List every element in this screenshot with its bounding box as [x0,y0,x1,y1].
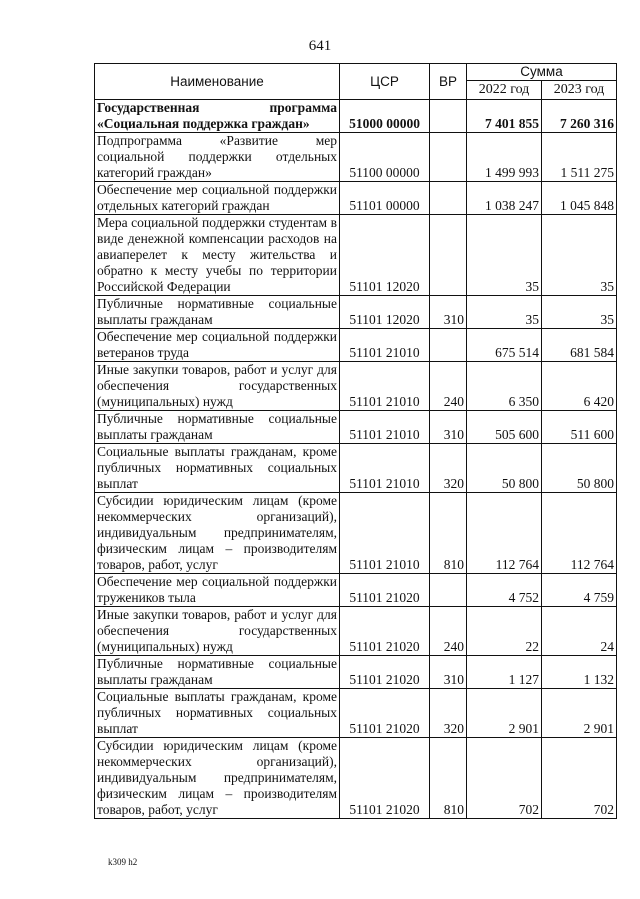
row-csr: 51100 00000 [340,133,430,182]
table-row [95,362,617,411]
row-csr: 51101 21010 [340,411,430,444]
row-vr: 240 [430,607,467,656]
row-name: Подпрограмма «Развитие мер социальной поддержки отдельных категорий граждан» [95,133,340,182]
row-vr [430,574,467,607]
row-sum-2022: 7 401 855 [467,100,542,133]
table-row [95,574,617,607]
table-row [95,296,617,329]
table-row [95,656,617,689]
row-sum-2022: 1 499 993 [467,133,542,182]
row-csr: 51101 21010 [340,362,430,411]
row-sum-2023: 4 759 [542,574,617,607]
table-row [95,182,617,215]
row-name: Обеспечение мер социальной поддержки тружеников тыла [95,574,340,607]
row-csr: 51101 21020 [340,689,430,738]
row-sum-2023: 7 260 316 [542,100,617,133]
row-sum-2023: 1 132 [542,656,617,689]
row-sum-2023: 24 [542,607,617,656]
table-row [95,738,617,819]
row-name: Публичные нормативные социальные выплаты гражданам [95,296,340,329]
row-sum-2022: 35 [467,296,542,329]
row-sum-2023: 35 [542,215,617,296]
row-csr: 51101 21010 [340,493,430,574]
row-name: Субсидии юридическим лицам (кроме некоммерческих организаций), индивидуальным предпринимателям, физическим лицам – производителям товаров, работ, услуг [95,493,340,574]
row-sum-2023: 1 045 848 [542,182,617,215]
row-vr: 310 [430,296,467,329]
table-row [95,689,617,738]
footer-code: k309 h2 [108,857,138,867]
row-name: Субсидии юридическим лицам (кроме некоммерческих организаций), индивидуальным предпринимателям, физическим лицам – производителям товаров, работ, услуг [95,738,340,819]
row-sum-2023: 50 800 [542,444,617,493]
row-csr: 51101 21010 [340,329,430,362]
row-csr: 51101 12020 [340,296,430,329]
row-vr: 810 [430,493,467,574]
row-sum-2023: 112 764 [542,493,617,574]
row-csr: 51101 21020 [340,656,430,689]
row-vr: 310 [430,656,467,689]
table-row [95,411,617,444]
row-name: Иные закупки товаров, работ и услуг для обеспечения государственных (муниципальных) нужд [95,607,340,656]
table-row [95,607,617,656]
header-year-2022: 2022 год [467,81,542,100]
row-name: Публичные нормативные социальные выплаты гражданам [95,656,340,689]
table-row [95,215,617,296]
row-vr: 310 [430,411,467,444]
row-sum-2022: 505 600 [467,411,542,444]
row-csr: 51101 21020 [340,607,430,656]
row-vr: 320 [430,444,467,493]
row-sum-2022: 35 [467,215,542,296]
row-vr: 810 [430,738,467,819]
page-number: 641 [308,38,332,54]
row-name: Социальные выплаты гражданам, кроме публичных нормативных социальных выплат [95,689,340,738]
row-sum-2022: 1 127 [467,656,542,689]
row-name: Иные закупки товаров, работ и услуг для обеспечения государственных (муниципальных) нужд [95,362,340,411]
table-row [95,329,617,362]
row-name: Социальные выплаты гражданам, кроме публичных нормативных социальных выплат [95,444,340,493]
row-csr: 51101 21020 [340,574,430,607]
row-sum-2023: 702 [542,738,617,819]
row-name: Обеспечение мер социальной поддержки ветеранов труда [95,329,340,362]
row-csr: 51101 21020 [340,738,430,819]
row-sum-2023: 511 600 [542,411,617,444]
row-sum-2022: 4 752 [467,574,542,607]
table-row [95,444,617,493]
row-sum-2023: 6 420 [542,362,617,411]
row-sum-2022: 112 764 [467,493,542,574]
table-row [95,493,617,574]
row-vr [430,182,467,215]
row-vr [430,100,467,133]
budget-table [94,63,617,819]
row-vr [430,215,467,296]
row-name: Мера социальной поддержки студентам в виде денежной компенсации расходов на авиаперелет к месту жительства и обратно к месту учебы по территории Российской Федерации [95,215,340,296]
row-name: Публичные нормативные социальные выплаты гражданам [95,411,340,444]
row-sum-2022: 50 800 [467,444,542,493]
header-vr: ВР [430,64,467,100]
header-name: Наименование [95,64,340,100]
row-sum-2023: 1 511 275 [542,133,617,182]
header-year-2023: 2023 год [542,81,617,100]
row-vr: 240 [430,362,467,411]
row-vr: 320 [430,689,467,738]
row-sum-2023: 681 584 [542,329,617,362]
row-csr: 51101 00000 [340,182,430,215]
row-name: Обеспечение мер социальной поддержки отдельных категорий граждан [95,182,340,215]
row-csr: 51101 21010 [340,444,430,493]
row-sum-2022: 675 514 [467,329,542,362]
header-csr: ЦСР [340,64,430,100]
row-sum-2023: 2 901 [542,689,617,738]
row-csr: 51000 00000 [340,100,430,133]
row-name: Государственная программа «Социальная поддержка граждан» [95,100,340,133]
row-sum-2022: 2 901 [467,689,542,738]
table-row [95,133,617,182]
row-sum-2022: 6 350 [467,362,542,411]
row-vr [430,133,467,182]
row-vr [430,329,467,362]
table-row [95,100,617,133]
row-sum-2022: 702 [467,738,542,819]
header-sum: Сумма [467,64,617,81]
row-sum-2022: 22 [467,607,542,656]
row-csr: 51101 12020 [340,215,430,296]
row-sum-2022: 1 038 247 [467,182,542,215]
row-sum-2023: 35 [542,296,617,329]
